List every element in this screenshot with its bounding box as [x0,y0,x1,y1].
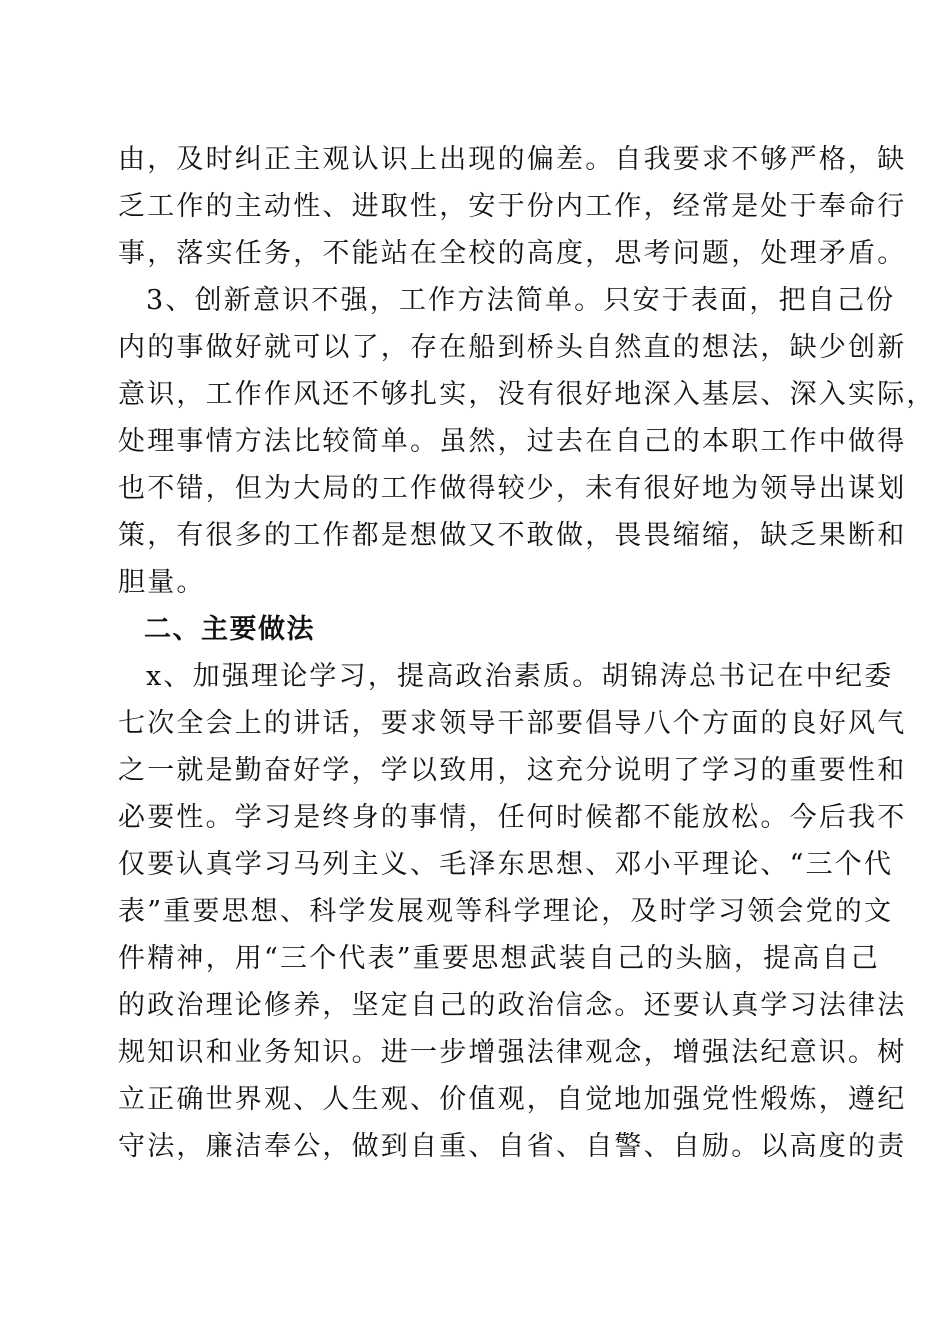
body-text-line: 事，落实任务，不能站在全校的高度，思考问题，处理矛盾。 [118,238,907,269]
body-text-line: 也不错，但为大局的工作做得较少，未有很好地为领导出谋划 [118,473,907,504]
body-text-line: 之一就是勤奋好学，学以致用，这充分说明了学习的重要性和 [118,755,907,786]
paragraph-start-line: x、加强理论学习，提高政治素质。胡锦涛总书记在中纪委 [146,661,894,692]
body-text-line: 胆量。 [118,567,206,598]
section-heading: 二、主要做法 [144,614,315,645]
body-text-line: 立正确世界观、人生观、价值观，自觉地加强党性煅炼，遵纪 [118,1084,907,1115]
body-text-line: 处理事情方法比较简单。虽然，过去在自己的本职工作中做得 [118,426,907,457]
body-text-line: 表”重要思想、科学发展观等科学理论，及时学习领会党的文 [118,896,894,927]
body-text-line: 守法，廉洁奉公，做到自重、自省、自警、自励。以高度的责 [118,1131,907,1162]
body-text-line: 规知识和业务知识。进一步增强法律观念，增强法纪意识。树 [118,1037,907,1068]
document-body [118,136,936,1170]
body-text-line: 由，及时纠正主观认识上出现的偏差。自我要求不够严格，缺 [118,144,907,175]
body-text-line: 乏工作的主动性、进取性，安于份内工作，经常是处于奉命行 [118,191,907,222]
body-text-line: 必要性。学习是终身的事情，任何时候都不能放松。今后我不 [118,802,907,833]
body-text-line: 策，有很多的工作都是想做又不敢做，畏畏缩缩，缺乏果断和 [118,520,907,551]
paragraph-start-line: 3、创新意识不强，工作方法简单。只安于表面，把自己份 [146,285,896,316]
body-text-line: 件精神，用“三个代表”重要思想武装自己的头脑，提高自己 [118,943,881,974]
body-text-line: 内的事做好就可以了，存在船到桥头自然直的想法，缺少创新 [118,332,907,363]
body-text-line: 七次全会上的讲话，要求领导干部要倡导八个方面的良好风气 [118,708,907,739]
body-text-line: 意识，工作作风还不够扎实，没有很好地深入基层、深入实际， [118,379,936,410]
body-text-line: 仅要认真学习马列主义、毛泽东思想、邓小平理论、“三个代 [118,849,894,880]
body-text-line: 的政治理论修养，坚定自己的政治信念。还要认真学习法律法 [118,990,907,1021]
